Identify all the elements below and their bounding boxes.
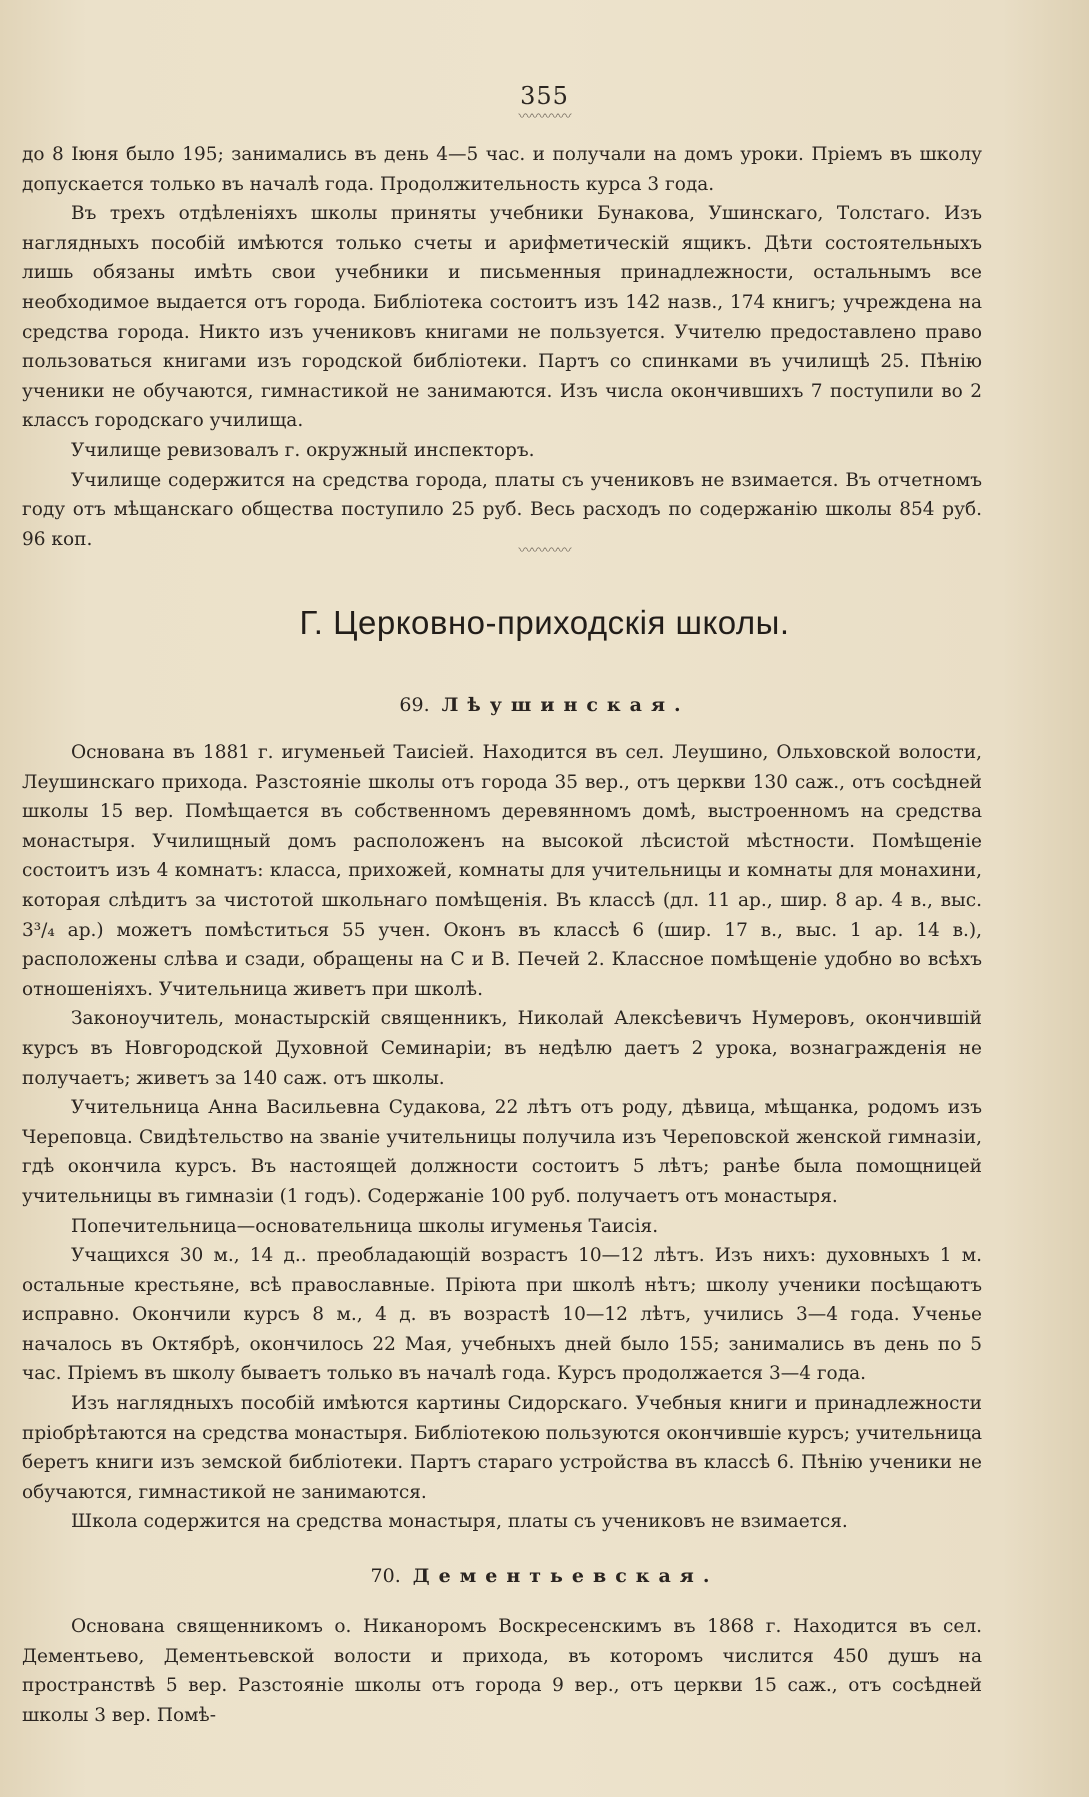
paragraph: Школа содержится на средства монастыря, платы съ учениковъ не взимается. [71,1511,848,1533]
paragraph: Попечительница—основательница школы игуменья Таисія. [71,1215,659,1237]
school-70-text [22,1612,982,1730]
paragraph: Въ трехъ отдѣленіяхъ школы приняты учебники Бунакова, Ушинскаго, Толстаго. Изъ наглядныхъ пособій имѣются только счеты и арифметическій ящикъ. Дѣти состоятельныхъ лишь обязаны имѣть свои учебники и письменныя принадлежности, остальнымъ все необходимое выдается отъ города. Библіотека состоитъ изъ 142 назв., 174 книгъ; учреждена на средства города. Никто изъ учениковъ книгами не пользуется. Учителю предоставлено право пользоваться книгами изъ городской библіотеки. Партъ со спинками въ училищѣ 25. Пѣнію ученики не обучаются, гимнастикой не занимаются. Изъ числа окончившихъ 7 поступили во 2 классъ городскаго училища. [22,203,982,432]
paragraph: Училище ревизовалъ г. окружный инспекторъ. [71,439,535,461]
school-number: 70. [370,1565,401,1587]
school-heading [0,694,1089,716]
school-name: Лѣушинская. [441,694,690,716]
ornament-divider: 〰〰〰〰 [518,109,571,125]
paragraph: Учащихся 30 м., 14 д.. преобладающій возрастъ 10—12 лѣтъ. Изъ нихъ: духовныхъ 1 м. остальные крестьяне, всѣ православные. Пріюта при школѣ нѣтъ; школу ученики посѣщаютъ исправно. Окончили курсъ 8 м., 4 д. въ возрастѣ 10—12 лѣтъ, учились 3—4 года. Ученье началось въ Октябрѣ, окончилось 22 Мая, учебныхъ дней было 155; занимались въ день по 5 час. Пріемъ въ школу бываетъ только въ началѣ года. Курсъ продолжается 3—4 года. [22,1245,982,1385]
paragraph: Изъ наглядныхъ пособій имѣются картины Сидорскаго. Учебныя книги и принадлежности пріобрѣтаются на средства монастыря. Библіотекою пользуются окончившіе курсъ; учительница беретъ книги изъ земской библіотеки. Партъ стараго устройства въ классѣ 6. Пѣнію ученики не обучаются, гимнастикой не занимаются. [22,1393,982,1503]
school-number: 69. [399,694,430,716]
paragraph: Законоучитель, монастырскій священникъ, Николай Алексѣевичъ Нумеровъ, окончившій курсъ въ Новгородской Духовной Семинаріи; въ недѣлю даетъ 2 урока, вознагражденія не получаетъ; живетъ за 140 саж. отъ школы. [22,1008,982,1089]
page-number: 355 [520,82,569,110]
school-name: Дементьевская. [412,1565,719,1587]
school-69-text [22,738,982,1537]
section-title: Г. Церковно-приходскія школы. [299,604,790,641]
top-text-block [22,140,982,554]
school-heading [0,1565,1089,1587]
ornament-divider: 〰〰〰〰 [518,543,571,559]
paragraph: Училище содержится на средства города, платы съ учениковъ не взимается. Въ отчетномъ году отъ мѣщанскаго общества поступило 25 руб. Весь расходъ по содержанію школы 854 руб. 96 коп. [22,469,982,550]
paragraph: Учительница Анна Васильевна Судакова, 22 лѣтъ отъ роду, дѣвица, мѣщанка, родомъ изъ Череповца. Свидѣтельство на званіе учительницы получила изъ Череповской женской гимназіи, гдѣ окончила курсъ. Въ настоящей должности состоитъ 5 лѣтъ; ранѣе была помощницей учительницы въ гимназіи (1 годъ). Содержаніе 100 руб. получаетъ отъ монастыря. [22,1097,982,1207]
paragraph: Основана священникомъ о. Никаноромъ Воскресенскимъ въ 1868 г. Находится въ сел. Дементьево, Дементьевской волости и прихода, въ которомъ числится 450 душъ на пространствѣ 5 вер. Разстояніе школы отъ города 9 вер., отъ церкви 15 саж., отъ сосѣдней школы 3 вер. Помѣ- [22,1616,982,1726]
paragraph: до 8 Іюня было 195; занимались въ день 4—5 час. и получали на домъ уроки. Пріемъ въ школу допускается только въ началѣ года. Продолжительность курса 3 года. [22,144,982,195]
paragraph: Основана въ 1881 г. игуменьей Таисіей. Находится въ сел. Леушино, Ольховской волости, Леушинскаго прихода. Разстояніе школы отъ города 35 вер., отъ церкви 130 саж., отъ сосѣдней школы 15 вер. Помѣщается въ собственномъ деревянномъ домѣ, выстроенномъ на средства монастыря. Училищный домъ расположенъ на высокой лѣсистой мѣстности. Помѣщеніе состоитъ изъ 4 комнатъ: класса, прихожей, комнаты для учительницы и комнаты для монахини, которая слѣдитъ за чистотой школьнаго помѣщенія. Въ классѣ (дл. 11 ар., шир. 8 ар. 4 в., выс. 3³/₄ ар.) можетъ помѣститься 55 учен. Оконъ въ классѣ 6 (шир. 17 в., выс. 1 ар. 14 в.), расположены слѣва и сзади, обращены на С и В. Печей 2. Классное помѣщеніе удобно во всѣхъ отношеніяхъ. Учительница живетъ при школѣ. [22,742,982,1000]
